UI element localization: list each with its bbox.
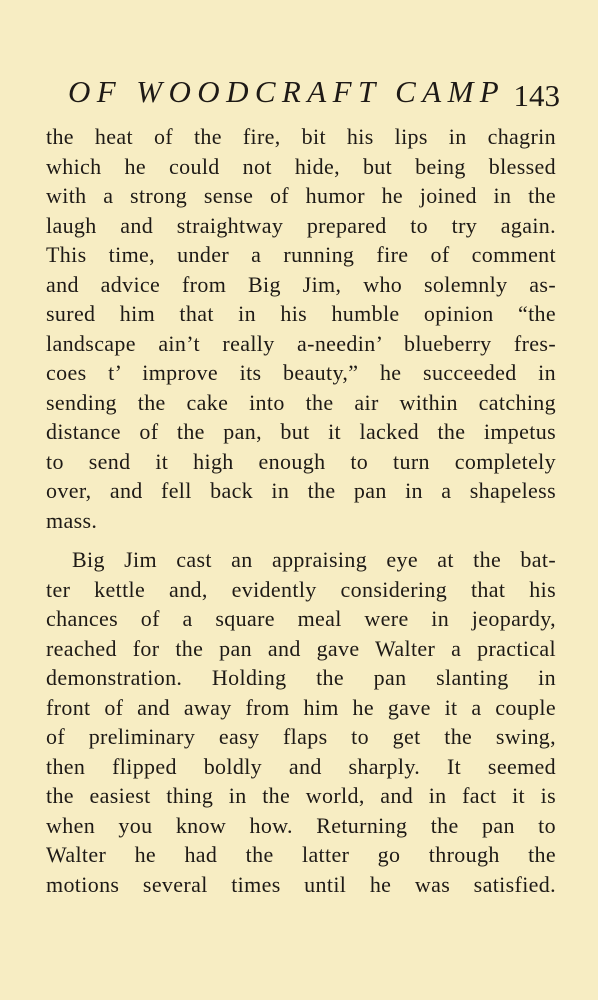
text-line: which he could not hide, but being blessed [46,153,556,179]
text-line: to send it high enough to turn completely [46,448,556,474]
text-line: with a strong sense of humor he joined in the [46,183,556,208]
text-line: demonstration. Holding the pan slanting in [46,665,556,690]
page-number: 143 [513,78,560,113]
text-line: and advice from Big Jim, who solemnly as- [46,271,556,297]
text-line: This time, under a running fire of comment [46,242,556,267]
paragraph-1 [46,122,556,535]
paragraph-gap [46,535,556,545]
text-line: distance of the pan, but it lacked the impetus [46,419,556,444]
running-head: OF WOODCRAFT CAMP [68,74,506,109]
text-line: coes t’ improve its beauty,” he succeeded in [46,360,556,385]
text-line: the easiest thing in the world, and in fact it is [46,783,556,808]
paragraph-2 [46,545,556,899]
text-line: front of and away from him he gave it a couple [46,694,556,720]
text-line: sending the cake into the air within catching [46,389,556,415]
text-line: Walter he had the latter go through the [46,842,556,867]
text-line: then flipped boldly and sharply. It seemed [46,753,556,779]
text-line: laugh and straightway prepared to try again. [46,212,556,238]
text-line: reached for the pan and gave Walter a practical [46,635,556,661]
text-line: sured him that in his humble opinion “the [46,301,556,326]
text-line: the heat of the fire, bit his lips in chagrin [46,124,556,149]
text-line: chances of a square meal were in jeopardy, [46,606,556,631]
text-line: landscape ain’t really a-needin’ blueberry fres- [46,330,556,356]
text-line: Big Jim cast an appraising eye at the bat- [72,547,556,572]
body-text [46,122,556,899]
page-header [68,74,560,118]
text-line: ter kettle and, evidently considering that his [46,576,556,602]
text-line: motions several times until he was satisfied. [46,871,556,897]
text-line: over, and fell back in the pan in a shapeless [46,478,556,503]
text-line: mass. [46,507,98,533]
text-line: of preliminary easy flaps to get the swing, [46,724,556,749]
text-line: when you know how. Returning the pan to [46,812,556,838]
